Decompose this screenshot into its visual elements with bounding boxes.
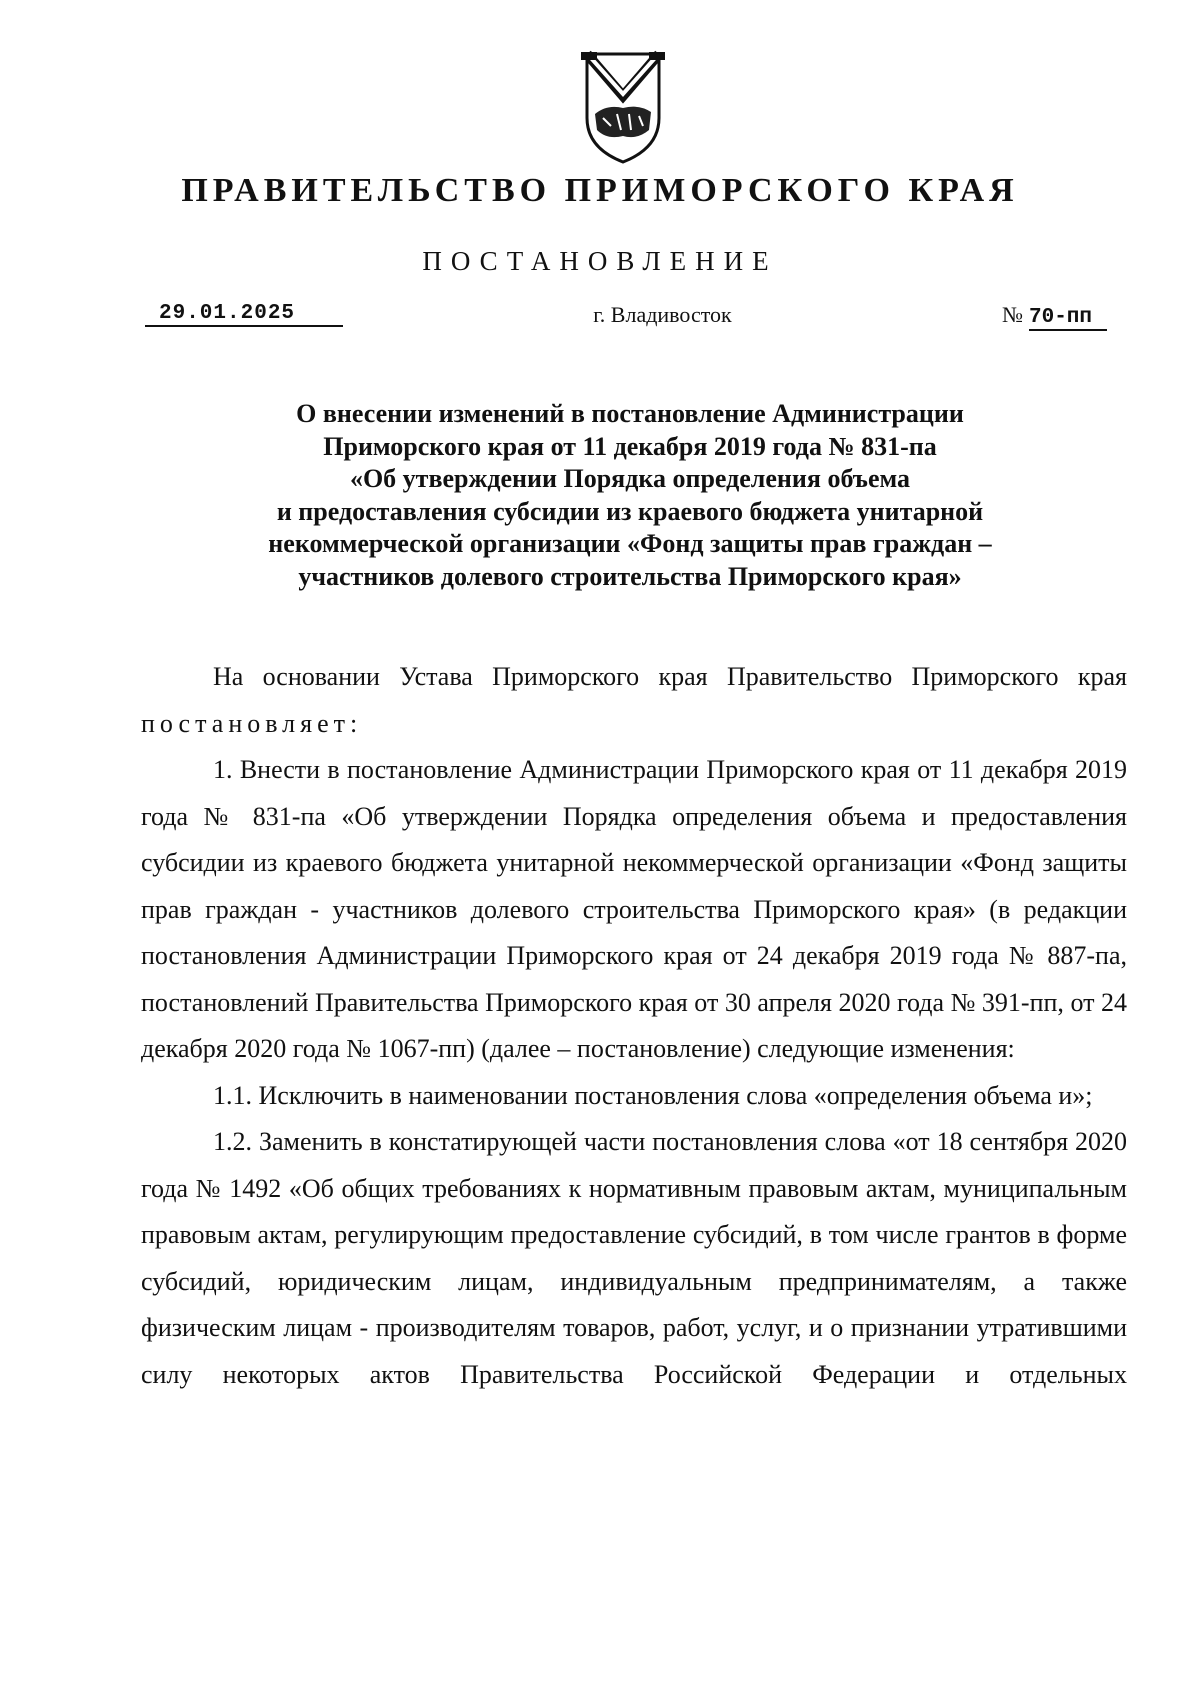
heading-line: О внесении изменений в постановление Администрации (296, 399, 964, 428)
preamble-text: На основании Устава Приморского края Правительство Приморского края (213, 662, 1127, 691)
paragraph-item-1-1: 1.1. Исключить в наименовании постановления слова «определения объема и»; (213, 1080, 1093, 1110)
heading-line: Приморского края от 11 декабря 2019 года № 831-па (323, 431, 937, 461)
heading-line: участников долевого строительства Приморского края» (298, 561, 962, 591)
preamble-decree-word: постановляет: (141, 708, 363, 738)
number-value: 70-пп (1029, 306, 1107, 331)
number-prefix: № (1002, 302, 1023, 327)
heading-line: и предоставления субсидии из краевого бюджета унитарной (276, 496, 984, 526)
heading-line: некоммерческой организации «Фонд защиты прав граждан – (268, 529, 992, 558)
government-title: ПРАВИТЕЛЬСТВО ПРИМОРСКОГО КРАЯ (181, 172, 1019, 209)
paragraph-item-1: 1. Внести в постановление Администрации Приморского края от 11 декабря 2019 года № 831-па «Об утверждении Порядка определения объема и предоставления субсидии из краевого бюджета унитарной некоммерческой организации «Фонд защиты прав граждан - участников долевого строительства Приморского края» (в редакции постановления Администрации Приморского края от 24 декабря 2019 года № 887-па, постановлений Правительства Приморского края от 30 апреля 2020 года № 391-пп, от 24 декабря 2020 года № 1067-пп) (далее – постановление) следующие изменения: (141, 755, 1127, 1063)
document-date: 29.01.2025 (145, 302, 343, 327)
coat-of-arms-icon (577, 48, 669, 166)
document-type: ПОСТАНОВЛЕНИЕ (422, 246, 778, 276)
paragraph-preamble (141, 654, 1127, 747)
document-number (1002, 302, 1107, 331)
heading-line: «Об утверждении Порядка определения объема (349, 464, 911, 493)
document-heading (160, 398, 1100, 593)
document-body (141, 654, 1127, 1398)
paragraph-item-1-2: 1.2. Заменить в констатирующей части постановления слова «от 18 сентября 2020 года № 1492 «Об общих требованиях к нормативным правовым актам, муниципальным правовым актам, регулирующим предоставление субсидий, в том числе грантов в форме субсидий, юридическим лицам, индивидуальным предпринимателям, а также физическим лицам - производителям товаров, работ, услуг, и о признании утратившими силу некоторых актов Правительства Российской Федерации и отдельных (141, 1127, 1127, 1389)
document-city: г. Владивосток (593, 302, 732, 327)
